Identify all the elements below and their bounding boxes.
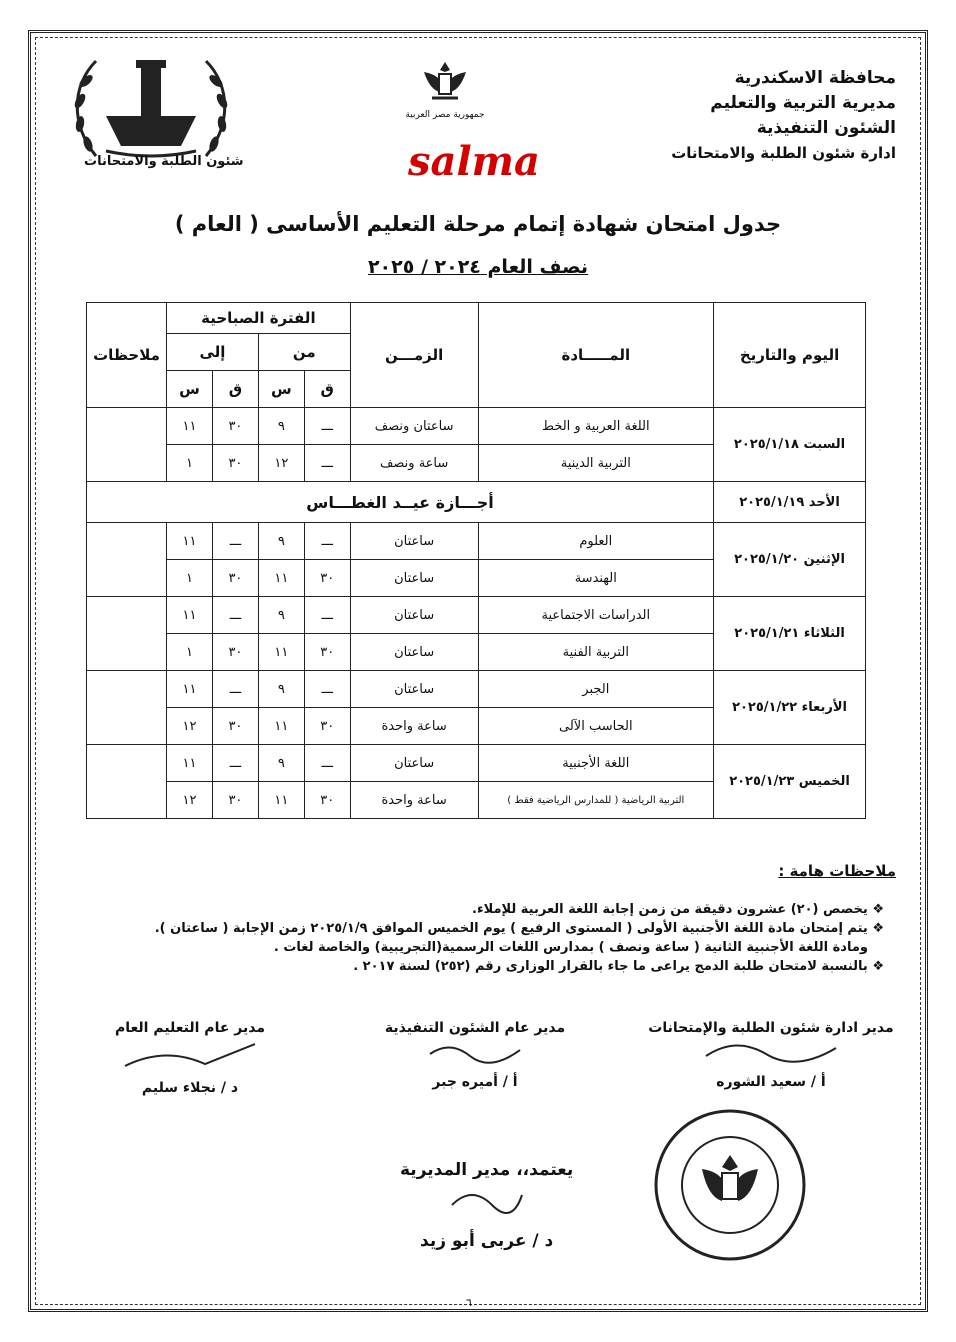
header-line-directorate: مديرية التربية والتعليم — [710, 93, 896, 113]
to-min-cell: ٣٠ — [212, 408, 258, 445]
header-line-executive: الشئون التنفيذية — [756, 118, 896, 138]
time-cell: ساعتان — [350, 745, 478, 782]
notes-list — [124, 900, 884, 976]
signature-title: مدير عام الشئون التنفيذية — [384, 1020, 566, 1036]
from-min-cell: ٣٠ — [304, 782, 350, 819]
table-row — [87, 408, 866, 445]
from-hour-cell: ٩ — [258, 671, 304, 708]
to-min-cell: ٣٠ — [212, 445, 258, 482]
day-cell: السبت ٢٠٢٥/١/١٨ — [714, 408, 866, 482]
from-hour-cell: ٩ — [258, 745, 304, 782]
subject-cell: الحاسب الآلى — [478, 708, 714, 745]
overlay-text: salma — [408, 138, 540, 185]
subject-cell: اللغة الأجنبية — [478, 745, 714, 782]
table-row — [87, 671, 866, 708]
from-min-cell: ٣٠ — [304, 708, 350, 745]
issuer-header — [671, 66, 896, 166]
from-min-cell: ـــ — [304, 445, 350, 482]
handwritten-signature — [696, 1036, 846, 1066]
time-cell: ساعتان — [350, 523, 478, 560]
eagle-icon — [420, 58, 470, 106]
to-hour-cell: ١١ — [167, 671, 213, 708]
from-hour-cell: ١١ — [258, 560, 304, 597]
from-min-cell: ـــ — [304, 745, 350, 782]
table-row — [87, 523, 866, 560]
to-min-cell: ٣٠ — [212, 708, 258, 745]
to-min-cell: ـــ — [212, 671, 258, 708]
from-hour-cell: ٩ — [258, 597, 304, 634]
signature-title: مدير ادارة شئون الطلبة والإمتحانات — [648, 1020, 894, 1036]
day-cell: الثلاثاء ٢٠٢٥/١/٢١ — [714, 597, 866, 671]
from-min-cell: ٣٠ — [304, 560, 350, 597]
note-text: يخصص (٢٠) عشرون دقيقة من زمن إجابة اللغة العربية للإملاء. — [472, 902, 868, 917]
signatory-name: أ / أميره جبر — [432, 1074, 518, 1090]
header-line-department: ادارة شئون الطلبة والامتحانات — [671, 144, 896, 162]
from-min-cell: ٣٠ — [304, 634, 350, 671]
table-row — [87, 745, 866, 782]
handwritten-signature — [420, 1036, 530, 1066]
document-subtitle: نصف العام ٢٠٢٤ / ٢٠٢٥ — [367, 256, 589, 278]
notes-cell — [87, 523, 167, 597]
time-cell: ساعتان ونصف — [350, 408, 478, 445]
to-hour-cell: ١١ — [167, 523, 213, 560]
from-hour-cell: ١١ — [258, 782, 304, 819]
approval-name: د / عربى أبو زيد — [420, 1231, 554, 1251]
handwritten-signature — [115, 1036, 265, 1076]
note-text: ومادة اللغة الأجنبية الثانية ( ساعة ونصف ) بمدارس اللغات الرسمية(التجريبية) والخاصة لغات . — [273, 940, 868, 955]
page-number: ٦ — [466, 1296, 472, 1309]
table-header-row — [87, 303, 866, 334]
day-cell: الإثنين ٢٠٢٥/١/٢٠ — [714, 523, 866, 597]
handwritten-signature — [442, 1180, 532, 1220]
header-from-min: ق — [304, 371, 350, 408]
from-min-cell: ـــ — [304, 523, 350, 560]
time-cell: ساعتان — [350, 634, 478, 671]
to-hour-cell: ١ — [167, 634, 213, 671]
official-seal — [650, 1105, 810, 1269]
header-from-hour: س — [258, 371, 304, 408]
time-cell: ساعتان — [350, 560, 478, 597]
note-item: ❖ يخصص (٢٠) عشرون دقيقة من زمن إجابة اللغة العربية للإملاء. — [472, 902, 884, 917]
to-hour-cell: ١٢ — [167, 782, 213, 819]
from-hour-cell: ٩ — [258, 408, 304, 445]
to-hour-cell: ١١ — [167, 745, 213, 782]
signature-title: مدير عام التعليم العام — [115, 1020, 265, 1036]
notes-heading: ملاحظات هامة : — [778, 862, 896, 880]
subject-cell: الجبر — [478, 671, 714, 708]
from-min-cell: ـــ — [304, 597, 350, 634]
signature-executive-affairs — [360, 1020, 590, 1090]
note-item: ❖ يتم إمتحان مادة اللغة الأجنبية الأولى ( المستوى الرفيع ) يوم الخميس الموافق ٢٠٢٥/١/٩ زمن الإجابة ( ساعتان ). — [154, 921, 884, 936]
header-line-governorate: محافظة الاسكندرية — [734, 68, 896, 88]
subject-cell: العلوم — [478, 523, 714, 560]
subject-cell: الهندسة — [478, 560, 714, 597]
from-hour-cell: ١١ — [258, 634, 304, 671]
to-hour-cell: ١ — [167, 445, 213, 482]
notes-cell — [87, 745, 167, 819]
time-cell: ساعتان — [350, 671, 478, 708]
header-notes: ملاحظات — [87, 303, 167, 408]
holiday-cell: أجـــازة عيــد الغطـــاس — [87, 482, 714, 523]
header-day: اليوم والتاريخ — [714, 303, 866, 408]
from-hour-cell: ١٢ — [258, 445, 304, 482]
notes-cell — [87, 671, 167, 745]
day-cell: الأربعاء ٢٠٢٥/١/٢٢ — [714, 671, 866, 745]
to-min-cell: ـــ — [212, 523, 258, 560]
from-min-cell: ـــ — [304, 408, 350, 445]
to-min-cell: ـــ — [212, 745, 258, 782]
to-min-cell: ٣٠ — [212, 634, 258, 671]
header-to: إلى — [167, 334, 259, 371]
signatory-name: د / نجلاء سليم — [141, 1080, 239, 1096]
to-min-cell: ـــ — [212, 597, 258, 634]
header-to-min: ق — [212, 371, 258, 408]
to-min-cell: ٣٠ — [212, 782, 258, 819]
signature-student-affairs — [646, 1020, 896, 1090]
to-hour-cell: ١ — [167, 560, 213, 597]
time-cell: ساعة ونصف — [350, 445, 478, 482]
approval-line: يعتمد،، مدير المديرية — [400, 1160, 574, 1180]
notes-cell — [87, 408, 167, 482]
note-text: يتم إمتحان مادة اللغة الأجنبية الأولى ( المستوى الرفيع ) يوم الخميس الموافق ٢٠٢٥/١/٩ زمن الإجابة ( ساعتان ). — [154, 921, 868, 936]
signature-general-education — [90, 1020, 290, 1096]
time-cell: ساعة واحدة — [350, 708, 478, 745]
table-row — [87, 482, 866, 523]
header-from: من — [258, 334, 350, 371]
to-hour-cell: ١١ — [167, 408, 213, 445]
from-hour-cell: ٩ — [258, 523, 304, 560]
from-min-cell: ـــ — [304, 671, 350, 708]
emblem-caption: جمهورية مصر العربية — [405, 110, 485, 120]
header-time: الزمـــن — [350, 303, 478, 408]
signatory-name: أ / سعيد الشوره — [716, 1074, 826, 1090]
time-cell: ساعة واحدة — [350, 782, 478, 819]
subject-cell: التربية الفنية — [478, 634, 714, 671]
notes-cell — [87, 597, 167, 671]
time-cell: ساعتان — [350, 597, 478, 634]
note-item — [124, 938, 884, 957]
subject-cell: اللغة العربية و الخط — [478, 408, 714, 445]
subject-cell: التربية الدينية — [478, 445, 714, 482]
directorate-approval — [400, 1160, 573, 1251]
republic-emblem — [400, 58, 490, 120]
to-hour-cell: ١٢ — [167, 708, 213, 745]
to-min-cell: ٣٠ — [212, 560, 258, 597]
exam-schedule-table — [86, 302, 866, 819]
header-period: الفترة الصباحية — [167, 303, 351, 334]
header-subject: المـــــادة — [478, 303, 714, 408]
day-cell: الخميس ٢٠٢٥/١/٢٣ — [714, 745, 866, 819]
subject-cell: الدراسات الاجتماعية — [478, 597, 714, 634]
table-row — [87, 597, 866, 634]
note-text: بالنسبة لامتحان طلبة الدمج يراعى ما جاء بالقرار الوزارى رقم (٢٥٢) لسنة ٢٠١٧ . — [353, 959, 868, 974]
note-item: ❖ بالنسبة لامتحان طلبة الدمج يراعى ما جاء بالقرار الوزارى رقم (٢٥٢) لسنة ٢٠١٧ . — [353, 959, 884, 974]
subject-cell: التربية الرياضية ( للمدارس الرياضية فقط ) — [478, 782, 714, 819]
document-title: جدول امتحان شهادة إتمام مرحلة التعليم الأساسى ( العام ) — [174, 212, 782, 236]
from-hour-cell: ١١ — [258, 708, 304, 745]
student-affairs-logo-text: شئون الطلبة والامتحانات — [84, 154, 244, 169]
to-hour-cell: ١١ — [167, 597, 213, 634]
header-to-hour: س — [167, 371, 213, 408]
day-cell: الأحد ٢٠٢٥/١/١٩ — [714, 482, 866, 523]
